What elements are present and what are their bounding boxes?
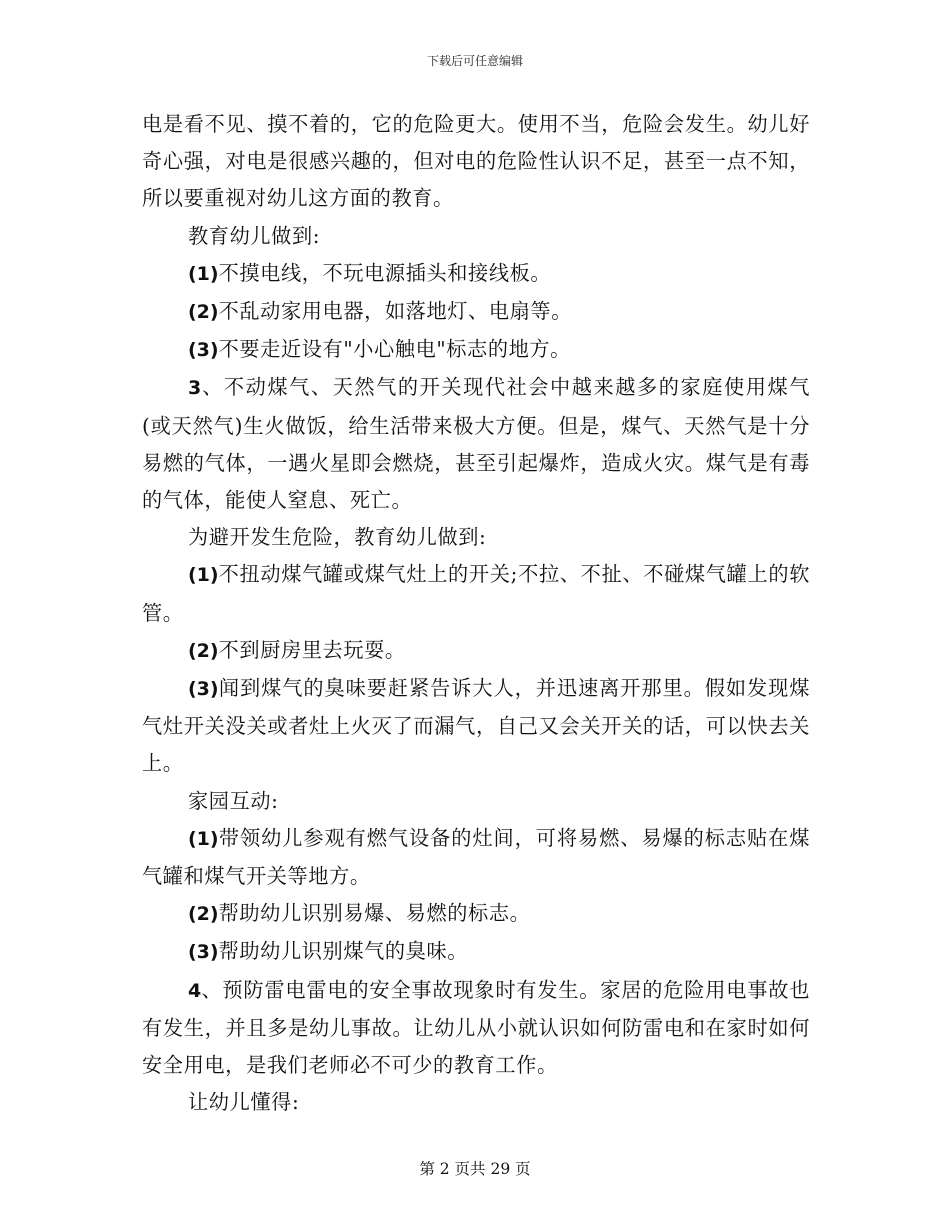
item-number: (3)	[188, 339, 219, 362]
paragraph-1: 教育幼儿做到:	[188, 223, 321, 248]
item-number: (1)	[188, 564, 219, 587]
document-body	[142, 106, 810, 1121]
section-number: 3	[188, 377, 202, 400]
item-number: (2)	[188, 903, 219, 926]
list-item: (3)闻到煤气的臭味要赶紧告诉大人，并迅速离开那里。假如发现煤气灶开关没关或者灶上火灭了而漏气，自己又会关开关的话，可以快去关上。	[142, 676, 810, 776]
list-item: (1)带领幼儿参观有燃气设备的灶间，可将易燃、易爆的标志贴在煤气罐和煤气开关等地方。	[142, 825, 810, 889]
list-item: (2)帮助幼儿识别易爆、易燃的标志。	[188, 901, 531, 926]
section-number: 4	[188, 979, 202, 1002]
list-item: (3)帮助幼儿识别煤气的臭味。	[188, 939, 469, 964]
section-3-paragraph: 3、不动煤气、天然气的开关现代社会中越来越多的家庭使用煤气(或天然气)生火做饭，给生活带来极大方便。但是，煤气、天然气是十分易燃的气体，一遇火星即会燃烧，甚至引起爆炸，造成火灾。煤气是有毒的气体，能使人窒息、死亡。	[142, 375, 810, 513]
item-number: (2)	[188, 639, 219, 662]
item-number: (1)	[188, 262, 219, 285]
paragraph-0: 电是看不见、摸不着的，它的危险更大。使用不当，危险会发生。幼儿好奇心强，对电是很感兴趣的，但对电的危险性认识不足，甚至一点不知，所以要重视对幼儿这方面的教育。	[142, 112, 810, 211]
paragraph-10: 家园互动:	[188, 788, 279, 813]
list-item: (2)不乱动家用电器，如落地灯、电扇等。	[188, 299, 572, 324]
paragraph-15: 让幼儿懂得:	[188, 1090, 300, 1115]
item-number: (3)	[188, 941, 219, 964]
paragraph-6: 为避开发生危险，教育幼儿做到:	[188, 525, 487, 550]
item-number: (2)	[188, 301, 219, 324]
list-item: (3)不要走近设有"小心触电"标志的地方。	[188, 337, 571, 362]
list-item: (1)不扭动煤气罐或煤气灶上的开关;不拉、不扯、不碰煤气罐上的软管。	[142, 562, 810, 625]
list-item: (2)不到厨房里去玩耍。	[188, 637, 406, 662]
list-item: (1)不摸电线，不玩电源插头和接线板。	[188, 260, 552, 285]
page-footer: 第 2 页共 29 页	[419, 1160, 531, 1178]
page-header: 下载后可任意编辑	[426, 54, 523, 68]
item-number: (1)	[188, 827, 219, 850]
item-number: (3)	[188, 678, 219, 701]
section-4-paragraph: 4、预防雷电雷电的安全事故现象时有发生。家居的危险用电事故也有发生，并且多是幼儿事故。让幼儿从小就认识如何防雷电和在家时如何安全用电，是我们老师必不可少的教育工作。	[142, 977, 810, 1078]
